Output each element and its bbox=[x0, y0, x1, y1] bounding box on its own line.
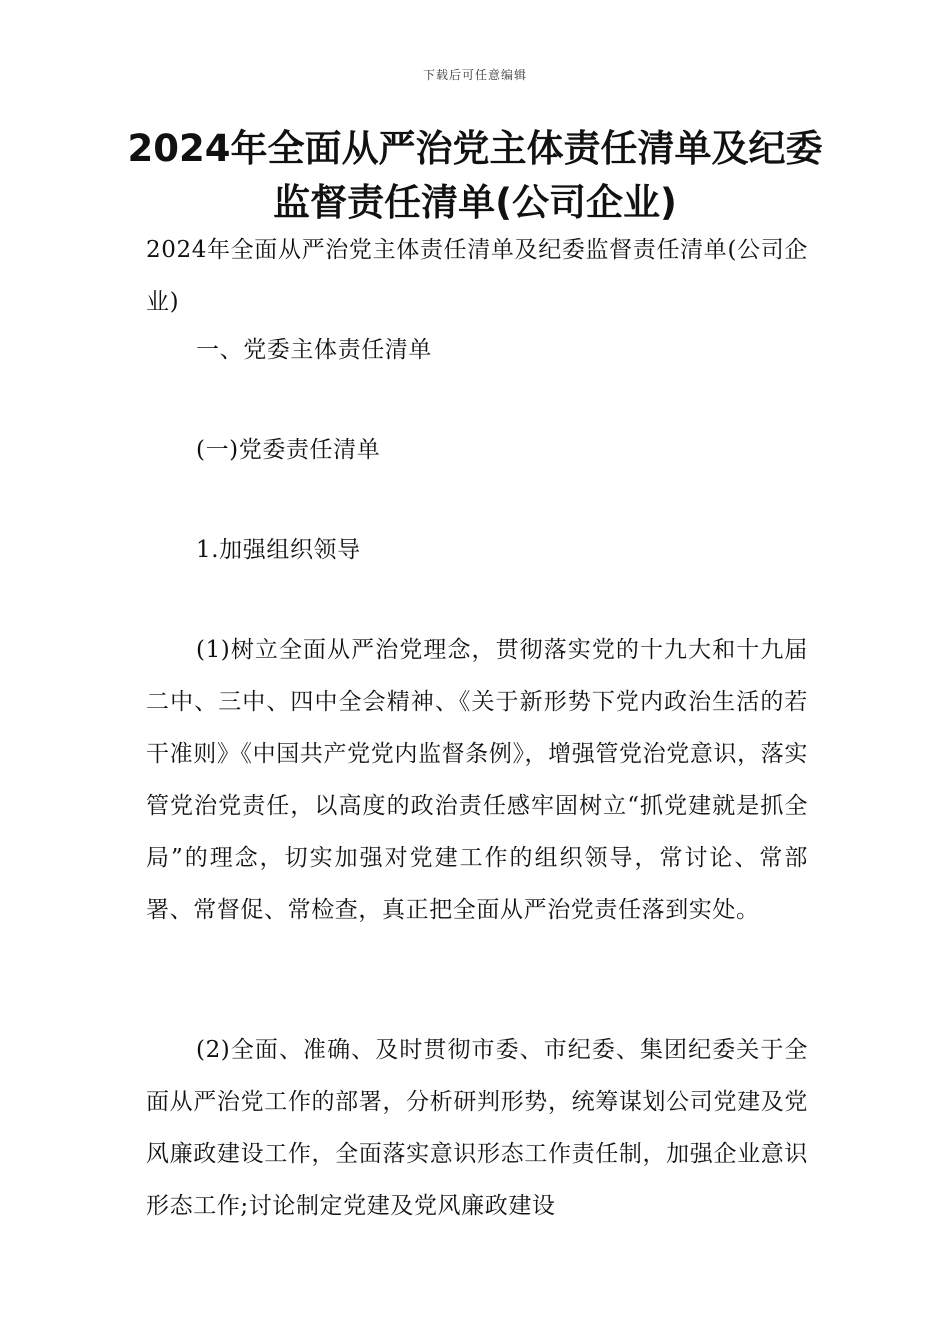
item-heading: 1.加强组织领导 bbox=[196, 537, 361, 563]
header-note: 下载后可任意编辑 bbox=[422, 68, 527, 82]
paragraph-1: (1)树立全面从严治党理念，贯彻落实党的十九大和十九届二中、三中、四中全会精神、《关于新形势下党内政治生活的若干准则》《中国共产党党内监督条例》，增强管党治党意识，落实管党治党责任，以高度的政治责任感牢固树立“抓党建就是抓全局”的理念，切实加强对党建工作的组织领导，常讨论、常部署、常督促、常检查，真正把全面从严治党责任落到实处。 bbox=[146, 637, 808, 923]
subsection-heading: (一)党委责任清单 bbox=[196, 437, 381, 463]
paragraph-2: (2)全面、准确、及时贯彻市委、市纪委、集团纪委关于全面从严治党工作的部署，分析研判形势，统筹谋划公司党建及党风廉政建设工作，全面落实意识形态工作责任制，加强企业意识形态工作;讨论制定党建及党风廉政建设 bbox=[146, 1037, 808, 1219]
document-title: 2024年全面从严治党主体责任清单及纪委监督责任清单(公司企业) bbox=[127, 127, 823, 224]
document-subtitle: 2024年全面从严治党主体责任清单及纪委监督责任清单(公司企业) bbox=[146, 237, 808, 315]
section-heading: 一、党委主体责任清单 bbox=[196, 337, 432, 363]
